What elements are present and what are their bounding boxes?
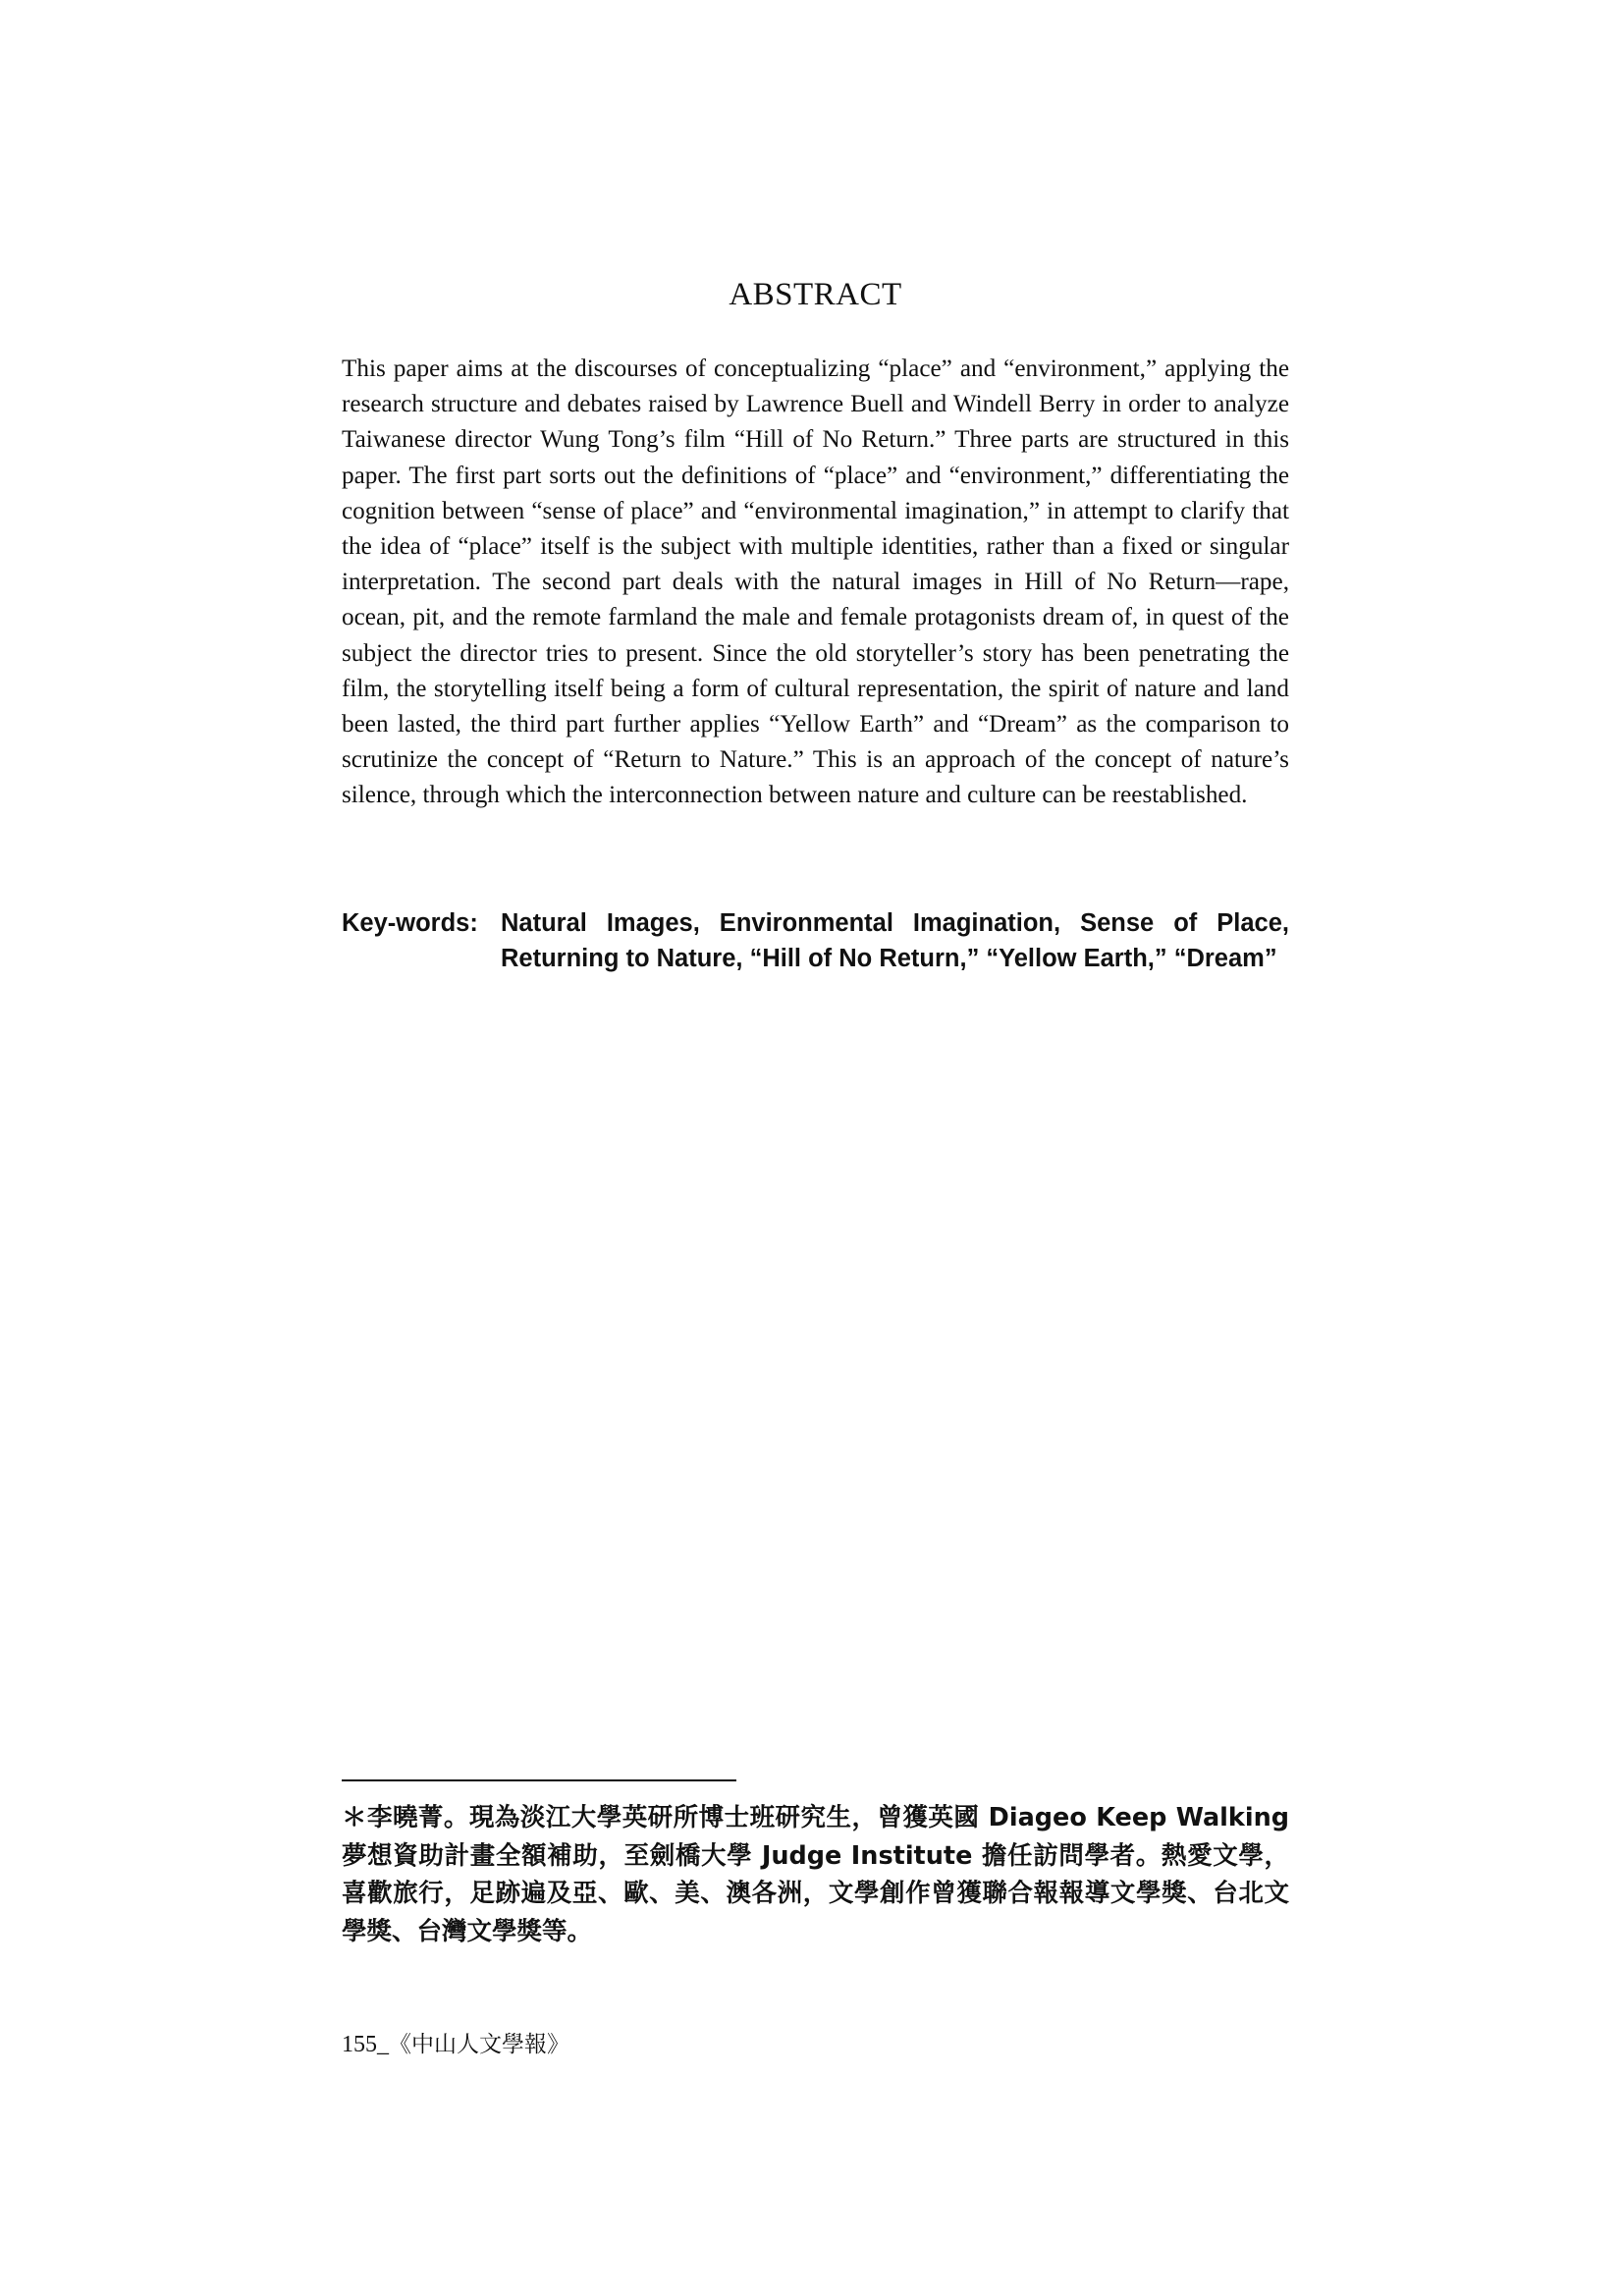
page-number: 155_ xyxy=(342,2032,389,2057)
footnote-divider xyxy=(342,1779,736,1781)
keywords-list: Natural Images, Environmental Imagination, Sense of Place, Returning to Nature, “Hill of No Return,” “Yellow Earth,” “Dream” xyxy=(501,909,1289,972)
page-footer xyxy=(342,2029,569,2060)
author-footnote: ＊李曉菁。現為淡江大學英研所博士班研究生，曾獲英國 Diageo Keep Walking 夢想資助計畫全額補助，至劍橋大學 Judge Institute 擔任訪問學者。熱愛文學，喜歡旅行，足跡遍及亞、歐、美、澳各洲，文學創作曾獲聯合報報導文學獎、台北文學獎、台灣文學獎等。 xyxy=(342,1803,1289,1946)
journal-name: 《中山人文學報》 xyxy=(389,2032,569,2057)
abstract-body: This paper aims at the discourses of conceptualizing “place” and “environment,” applying the research structure and debates raised by Lawrence Buell and Windell Berry in order to analyze Taiwanese director Wung Tong’s film “Hill of No Return.” Three parts are structured in this paper. The first part sorts out the definitions of “place” and “environment,” differentiating the cognition between “sense of place” and “environmental imagination,” in attempt to clarify that the idea of “place” itself is the subject with multiple identities, rather than a fixed or singular interpretation. The second part deals with the natural images in Hill of No Return—rape, ocean, pit, and the remote farmland the male and female protagonists dream of, in quest of the subject the director tries to present. Since the old storyteller’s story has been penetrating the film, the storytelling itself being a form of cultural representation, the spirit of nature and land been lasted, the third part further applies “Yellow Earth” and “Dream” as the comparison to scrutinize the concept of “Return to Nature.” This is an approach of the concept of nature’s silence, through which the interconnection between nature and culture can be reestablished. xyxy=(342,355,1289,809)
keywords-label: Key-words: xyxy=(342,909,478,937)
keywords-block xyxy=(342,905,1289,976)
abstract-heading: ABSTRACT xyxy=(729,277,902,312)
